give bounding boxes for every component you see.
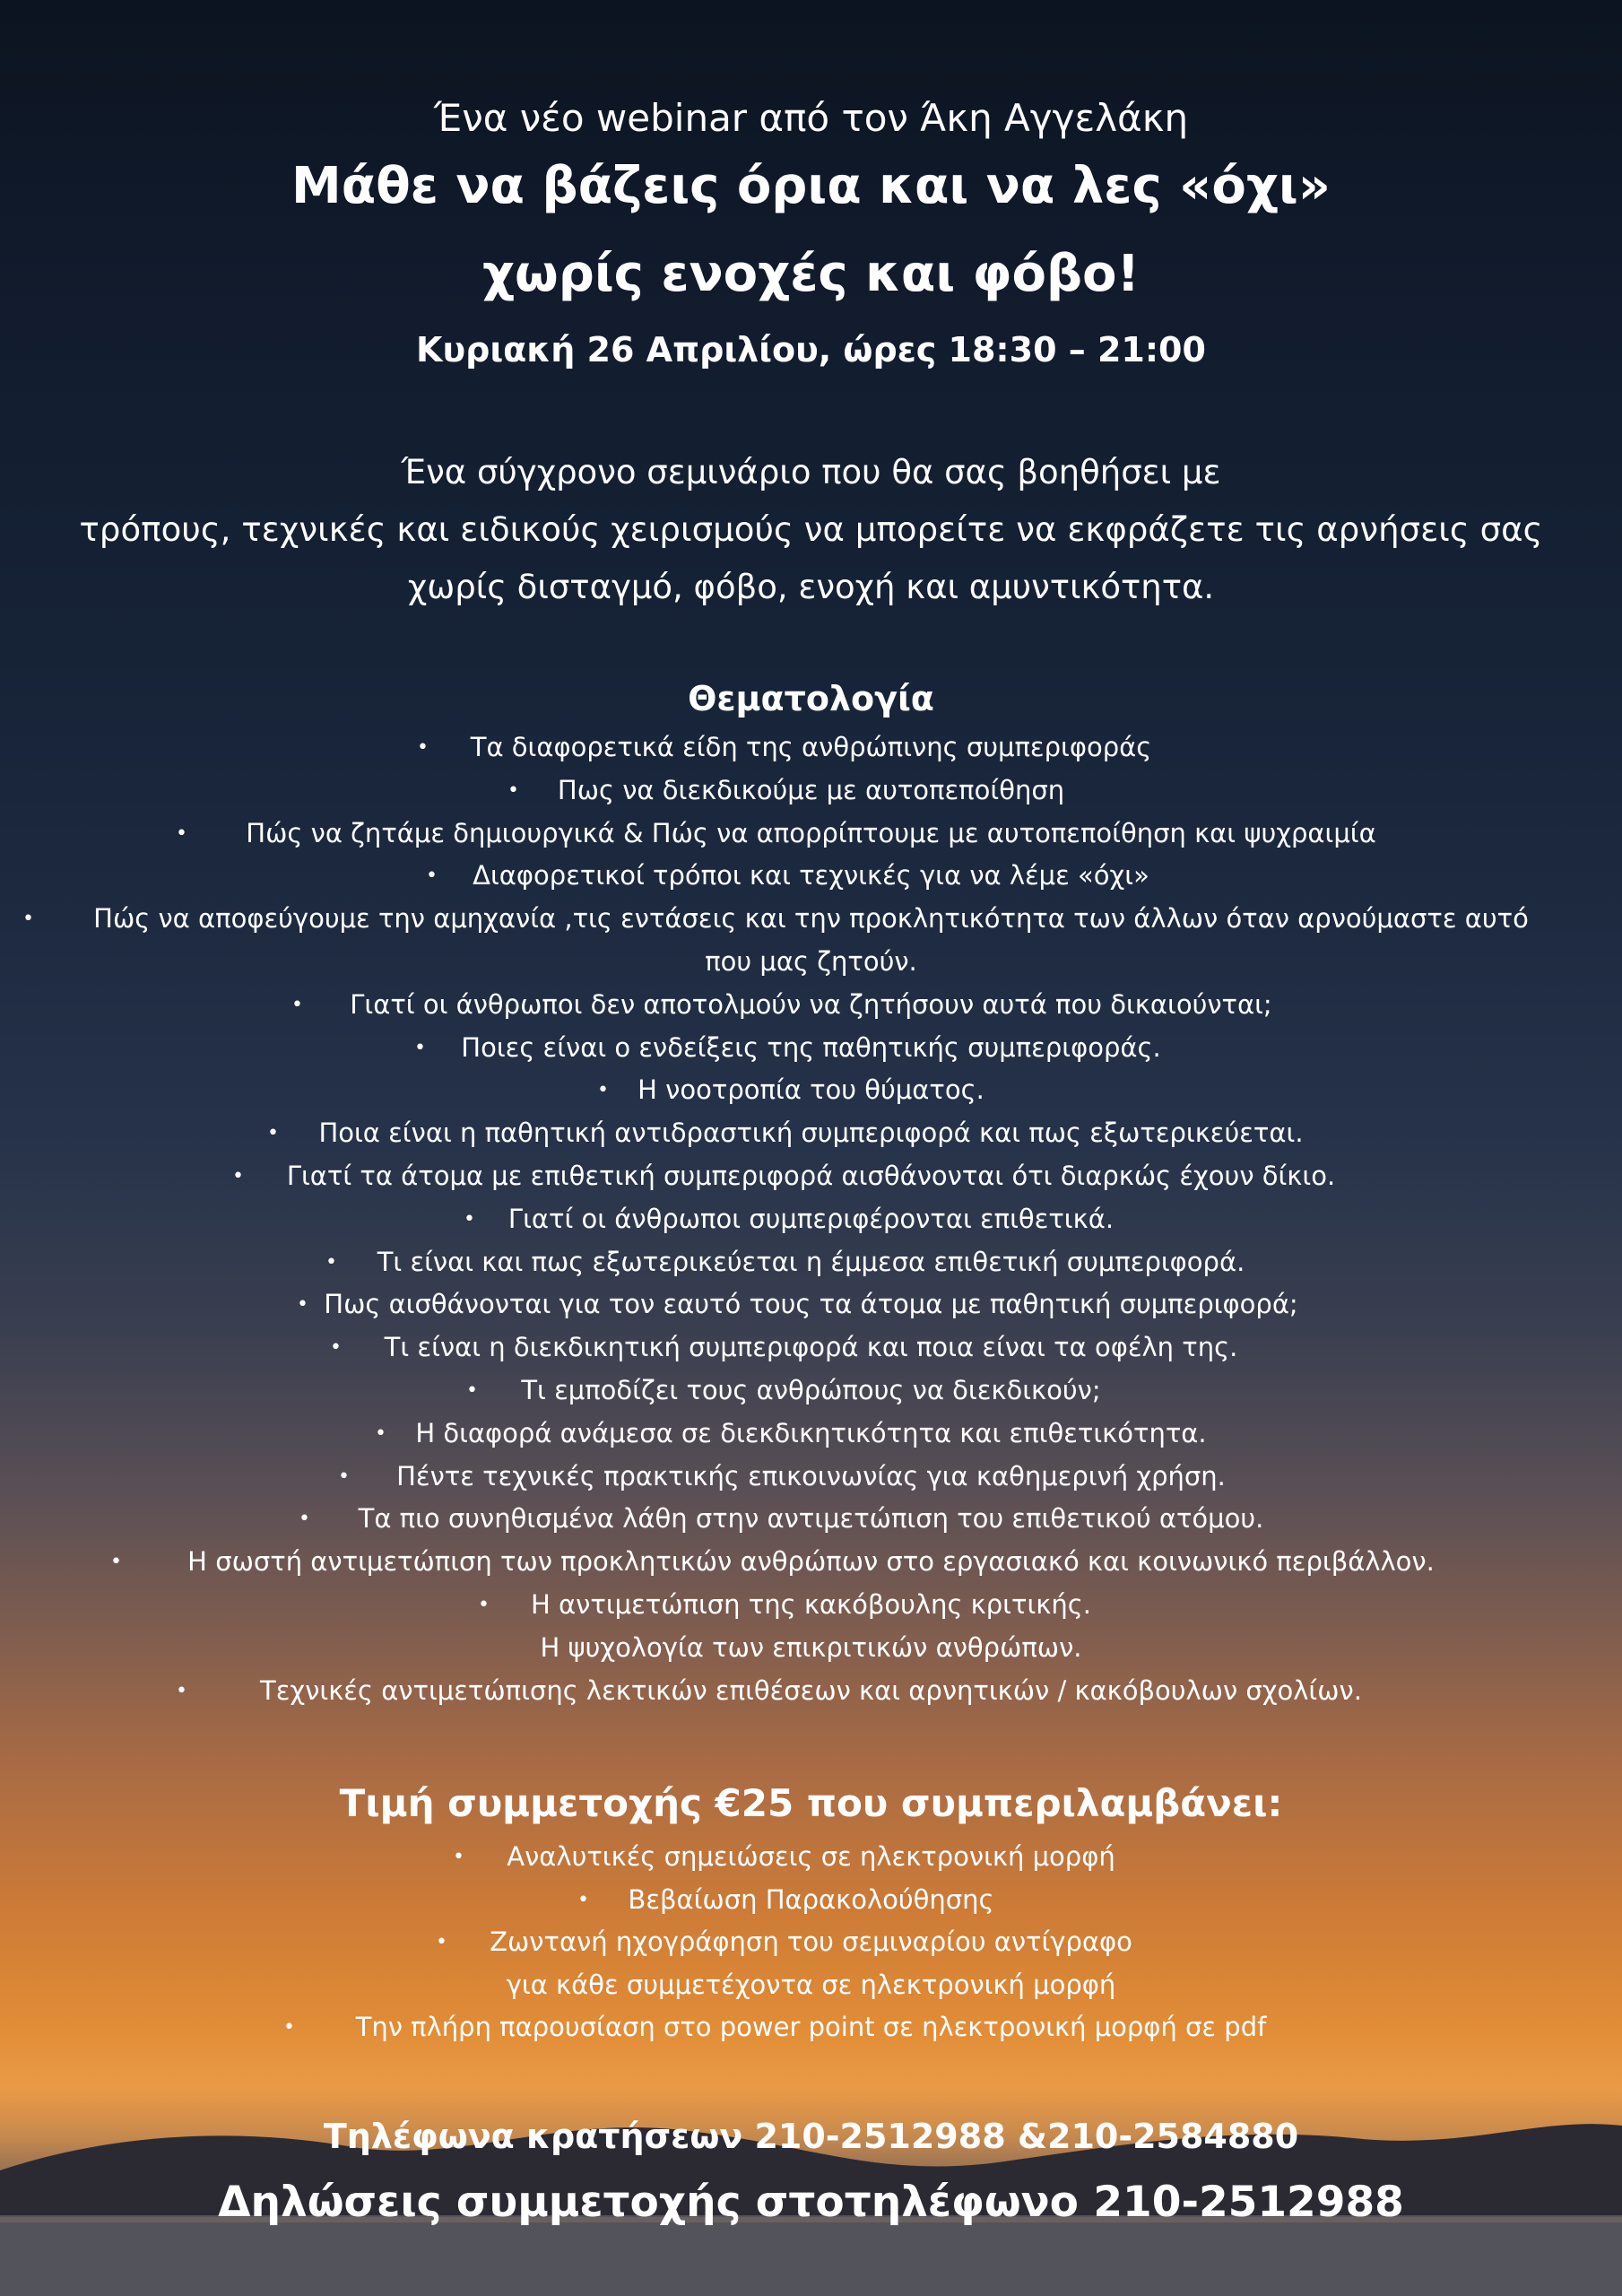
bullet-icon: • [507,778,519,802]
bullet-icon: • [414,1036,426,1059]
topic-item-text: Τα διαφορετικά είδη της ανθρώπινης συμπεριφοράς [470,732,1152,762]
bullet-icon: • [338,1465,350,1488]
price-include-item-text: Βεβαίωση Παρακολούθησης [628,1883,994,1915]
bullet-icon: • [110,1551,122,1574]
bullet-icon: • [330,1336,342,1360]
bullet-icon: • [417,736,429,759]
topic-item-text: Γιατί οι άνθρωποι δεν αποτολμούν να ζητήσουν αυτά που δικαιούνται; [350,988,1272,1020]
bullet-icon: • [597,1079,609,1102]
topic-item-text: Τεχνικές αντιμετώπισης λεκτικών επιθέσεων και αρνητικών / κακόβουλων σχολίων. [260,1674,1362,1706]
topic-item-text: Πώς να ζητάμε δημιουργικά & Πώς να απορρίπτουμε με αυτοπεποίθηση και ψυχραιμία [246,817,1376,848]
bullet-icon: • [291,993,303,1016]
topic-item [0,1627,1622,1670]
bullet-icon: • [375,1422,386,1445]
price-include-item [0,1879,1622,1922]
topic-item [0,1069,1622,1112]
topic-item-text: Η νοοτροπία του θύματος. [638,1074,984,1106]
topic-item [0,1155,1622,1198]
topic-item [0,1541,1622,1584]
topic-item-text: Πως να διεκδικούμε με αυτοπεποίθηση [557,774,1065,805]
topic-item-text: Πέντε τεχνικές πρακτικής επικοινωνίας για καθημερινή χρήση. [396,1460,1226,1492]
webinar-title-line-2: χωρίς ενοχές και φόβο! [481,245,1141,303]
bullet-icon: • [176,1679,187,1702]
topic-item [0,1670,1622,1713]
topic-item [0,1198,1622,1241]
bullet-icon: • [453,1846,464,1868]
topic-item-text: Η διαφορά ανάμεσα σε διεκδικητικότητα και επιθετικότητα. [415,1417,1207,1448]
topic-item-text: Η αντιμετώπιση της κακόβουλης κριτικής. [531,1588,1091,1620]
bullet-icon: • [426,865,438,888]
webinar-subtitle: Ένα νέο webinar από τον Άκη Αγγελάκη [433,96,1189,140]
price-section [0,1771,1622,2049]
bullet-icon: • [577,1888,589,1911]
registration-phone: Δηλώσεις συμμετοχής στοτηλέφωνο 210-2512988 [218,2178,1404,2227]
price-include-item-text: Αναλυτικές σημειώσεις σε ηλεκτρονική μορφή [507,1841,1115,1872]
bullet-icon: • [22,908,34,931]
bullet-icon: • [176,822,187,845]
price-heading: Τιμή συμμετοχής €25 που συμπεριλαμβάνει: [339,1781,1283,1825]
header-block [0,94,1622,381]
bullet-icon: • [299,1508,310,1531]
topic-item-text: Τι εμποδίζει τους ανθρώπους να διεκδικούν; [521,1374,1101,1405]
bullet-icon: • [283,2016,295,2039]
bullet-icon: • [232,1164,244,1187]
topic-item [0,984,1622,1027]
bullet-icon: • [436,1931,447,1954]
topic-item [0,1584,1622,1627]
price-include-item [0,1836,1622,1879]
intro-line-3: χωρίς δισταγμό, φόβο, ενοχή και αμυντικότητα. [407,568,1215,606]
price-include-item [0,2006,1622,2049]
booking-phones: Τηλέφωνα κρατήσεων 210-2512988 &210-2584880 [323,2117,1299,2156]
topic-item [0,1456,1622,1499]
topic-item [0,1413,1622,1456]
intro-line-1: Ένα σύγχρονο σεμινάριο που θα σας βοηθήσει με [401,453,1221,491]
topic-item [0,1241,1622,1284]
topic-item [0,1027,1622,1070]
bullet-icon: • [267,1122,279,1145]
topic-item-text: Η ψυχολογία των επικριτικών ανθρώπων. [540,1631,1082,1663]
topics-section [0,671,1622,1712]
topic-item-text: Γιατί τα άτομα με επιθετική συμπεριφορά αισθάνονται ότι διαρκώς έχουν δίκιο. [286,1160,1336,1191]
topic-item [0,1498,1622,1541]
webinar-date: Κυριακή 26 Απριλίου, ώρες 18:30 – 21:00 [416,330,1206,370]
webinar-title-line-1: Μάθε να βάζεις όρια και να λες «όχι» [291,157,1331,215]
bullet-icon: • [325,1250,337,1274]
price-include-item-text: για κάθε συμμετέχοντα σε ηλεκτρονική μορφή [506,1969,1116,2000]
topic-item-text: Γιατί οι άνθρωποι συμπεριφέρονται επιθετικά. [507,1203,1115,1234]
topics-heading: Θεματολογία [688,679,934,718]
bullet-icon: • [464,1207,475,1231]
topic-item [0,855,1622,898]
price-includes-list [0,1836,1622,2049]
topic-item-text: Τι είναι και πως εξωτερικεύεται η έμμεσα επιθετική συμπεριφορά. [377,1246,1245,1277]
topic-item [0,1283,1622,1326]
topic-item-text: Τα πιο συνηθισμένα λάθη στην αντιμετώπιση του επιθετικού ατόμου. [358,1503,1264,1535]
topic-item-text: Ποια είναι η παθητική αντιδραστική συμπεριφορά και πως εξωτερικεύεται. [318,1118,1304,1149]
price-include-item-text: Ζωντανή ηχογράφηση του σεμιναρίου αντίγραφο [490,1926,1132,1958]
topic-item-text: Η σωστή αντιμετώπιση των προκλητικών ανθρώπων στο εργασιακό και κοινωνικό περιβάλλον. [187,1546,1435,1578]
contact-section [0,2108,1622,2240]
topic-item-text: Πως αισθάνονται για τον εαυτό τους τα άτομα με παθητική συμπεριφορά; [324,1289,1298,1320]
topic-item [0,813,1622,856]
topic-item-text: Πώς να αποφεύγουμε την αμηχανία ,τις εντάσεις και την προκλητικότητα των άλλων όταν αρνούμαστε αυτό [93,903,1529,935]
topic-item [0,770,1622,813]
bullet-icon: • [478,1593,490,1616]
price-include-item [0,1964,1622,2007]
topic-item [0,1326,1622,1370]
topic-item-text: Τι είναι η διεκδικητική συμπεριφορά και ποια είναι τα οφέλη της. [384,1332,1238,1363]
topic-item [0,726,1622,770]
topic-item [0,1370,1622,1413]
topics-list [0,726,1622,1712]
price-include-item [0,1921,1622,1964]
topic-item-text: Ποιες είναι ο ενδείξεις της παθητικής συμπεριφοράς. [461,1031,1161,1063]
price-include-item-text: Την πλήρη παρουσίαση στο power point σε ηλεκτρονική μορφή σε pdf [355,2012,1267,2043]
topic-item [0,1112,1622,1155]
intro-line-2: τρόπους, τεχνικές και ειδικούς χειρισμούς να μπορείτε να εκφράζετε τις αρνήσεις σας [79,510,1543,549]
topic-item-text: Διαφορετικοί τρόποι και τεχνικές για να λέμε «όχι» [473,860,1149,891]
bullet-icon: • [297,1293,308,1317]
intro-paragraph [0,444,1622,616]
bullet-icon: • [466,1378,478,1402]
topic-item [0,898,1622,941]
topic-item [0,941,1622,984]
topic-item-text: που μας ζητούν. [705,945,917,977]
